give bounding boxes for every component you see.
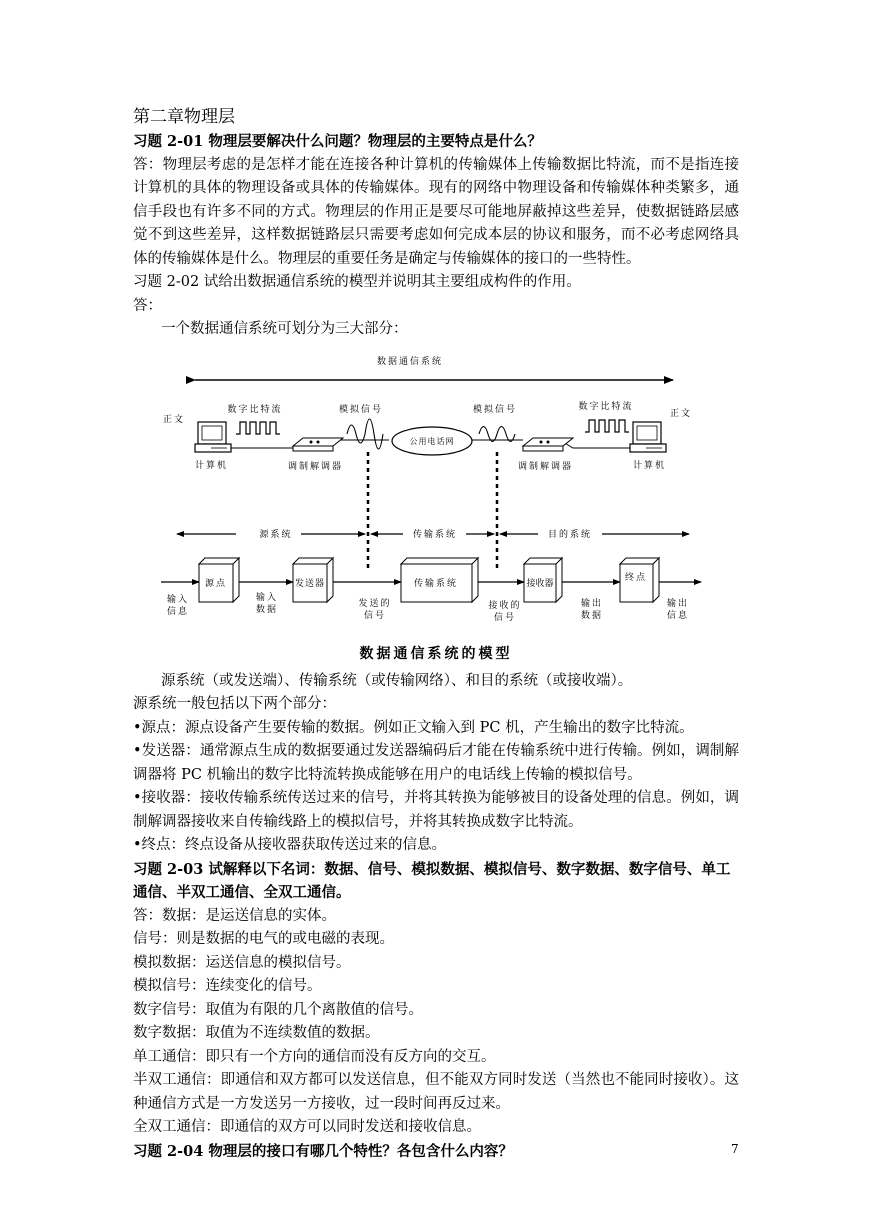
data-communication-model-figure bbox=[133, 342, 739, 640]
document-page bbox=[133, 104, 739, 1163]
q3-line-digital-data: 数字数据：取值为不连续数值的数据。 bbox=[133, 1025, 380, 1041]
computer-left-label: 计算机 bbox=[195, 460, 229, 471]
input-data-label-2: 数据 bbox=[255, 604, 279, 615]
q3-line-full-duplex: 全双工通信：即通信的双方可以同时发送和接收信息。 bbox=[133, 1119, 481, 1135]
figure-caption: 数据通信系统的模型 bbox=[359, 645, 513, 662]
bullet-source: •源点：源点设备产生要传输的数据。例如正文输入到 PC 机，产生输出的数字比特流。 bbox=[133, 719, 694, 736]
question-2-02-answer-label: 答： bbox=[133, 297, 162, 314]
analog-left-label: 模拟信号 bbox=[338, 404, 384, 415]
q3-line-half-duplex: 半双工通信：即通信和双方都可以发送信息，但不能双方同时发送（当然也不能同时接收）。这种通信方式是一方发送另一方接收，过一段时间再反过来。 bbox=[133, 1072, 739, 1112]
q3-line-signal: 信号：则是数据的电气的或电磁的表现。 bbox=[133, 931, 394, 947]
modem-left-icon bbox=[293, 438, 343, 451]
network-label: 公用电话网 bbox=[409, 436, 455, 446]
figure-svg bbox=[133, 342, 739, 640]
output-info-label-1: 输出 bbox=[666, 598, 690, 609]
chapter-title: 第二章物理层 bbox=[133, 107, 235, 127]
input-data-label-1: 输入 bbox=[255, 592, 279, 603]
q3-line-digital-signal: 数字信号：取值为有限的几个离散值的信号。 bbox=[133, 1001, 423, 1018]
modem-left-label: 调制解调器 bbox=[288, 461, 344, 472]
left-text-label: 正文 bbox=[163, 414, 186, 425]
page-number: 7 bbox=[731, 1142, 739, 1156]
box-destination-label: 终点 bbox=[624, 572, 648, 583]
q3-line-analog-signal: 模拟信号：连续变化的信号。 bbox=[133, 978, 322, 994]
recv-signal-label-2: 信号 bbox=[493, 612, 517, 623]
output-info-label-2: 信息 bbox=[666, 610, 690, 621]
computer-right-icon bbox=[630, 422, 666, 452]
modem-right-icon bbox=[523, 438, 573, 451]
question-2-01-title: 习题 2-01 物理层要解决什么问题？物理层的主要特点是什么？ bbox=[133, 133, 542, 150]
question-2-04-title: 习题 2-04 物理层的接口有哪几个特性？各包含什么内容？ bbox=[133, 1142, 513, 1160]
bullet-transmitter: •发送器：通常源点生成的数据要通过发送器编码后才能在传输系统中进行传输。例如，调制解调器将 PC 机输出的数字比特流转换成能够在用户的电话线上传输的模拟信号。 bbox=[133, 743, 739, 783]
output-data-label-2: 数据 bbox=[580, 610, 604, 621]
input-info-label-2: 信息 bbox=[166, 606, 190, 617]
q3-line-analog-data: 模拟数据：运送信息的模拟信号。 bbox=[133, 954, 351, 971]
cable-left bbox=[231, 442, 303, 448]
sent-signal-label-1: 发送的 bbox=[358, 598, 392, 609]
cable-right bbox=[563, 442, 630, 448]
digital-left-label: 数字比特流 bbox=[227, 404, 283, 415]
source-system-intro: 源系统一般包括以下两个部分： bbox=[133, 696, 336, 712]
square-wave-right-icon bbox=[585, 420, 629, 432]
right-text-label: 正文 bbox=[670, 408, 693, 419]
question-2-02-intro: 一个数据通信系统可划分为三大部分： bbox=[161, 321, 408, 337]
sent-signal-label-2: 信号 bbox=[363, 610, 387, 621]
question-2-02-title: 习题 2-02 试给出数据通信系统的模型并说明其主要组成构件的作用。 bbox=[133, 274, 581, 290]
box-transmission-label: 传输系统 bbox=[413, 578, 459, 589]
analog-wave-right-icon bbox=[479, 426, 515, 441]
system-summary: 源系统（或发送端）、传输系统（或传输网络）、和目的系统（或接收端）。 bbox=[161, 672, 633, 689]
modem-right-label: 调制解调器 bbox=[518, 461, 574, 472]
question-2-01-answer: 答：物理层考虑的是怎样才能在连接各种计算机的传输媒体上传输数据比特流，而不是指连接计算机的具体的物理设备或具体的传输媒体。现有的网络中物理设备和传输媒体种类繁多，通信手段也有许多不同的方式。物理层的作用正是要尽可能地屏蔽掉这些差异，使数据链路层感觉不到这些差异，这样数据链路层只需要考虑如何完成本层的协议和服务，而不必考虑网络具体的传输媒体是什么。物理层的重要任务是确定与传输媒体的接口的一些特性。 bbox=[133, 156, 739, 267]
computer-left-icon bbox=[195, 422, 231, 452]
box-receiver-label: 接收器 bbox=[526, 578, 554, 589]
bullet-destination: •终点：终点设备从接收器获取传送过来的信息。 bbox=[133, 837, 447, 853]
q3-line-simplex: 单工通信：即只有一个方向的通信而没有反方向的交互。 bbox=[133, 1048, 496, 1065]
analog-right-label: 模拟信号 bbox=[472, 404, 518, 415]
digital-right-label: 数字比特流 bbox=[578, 401, 634, 412]
input-info-label-1: 输入 bbox=[166, 594, 190, 605]
output-data-label-1: 输出 bbox=[580, 598, 604, 609]
computer-right-label: 计算机 bbox=[633, 460, 667, 471]
square-wave-left-icon bbox=[236, 422, 280, 434]
recv-signal-label-1: 接收的 bbox=[488, 600, 522, 611]
q3-line-data: 答：数据：是运送信息的实体。 bbox=[133, 907, 336, 924]
analog-wave-left-icon bbox=[347, 419, 383, 449]
question-2-03-title: 习题 2-03 试解释以下名词：数据、信号、模拟数据、模拟信号、数字数据、数字信号、单工通信、半双工通信、全双工通信。 bbox=[133, 860, 731, 901]
destination-system-label: 目的系统 bbox=[547, 529, 593, 540]
source-system-label: 源系统 bbox=[259, 529, 293, 540]
box-transmitter-label: 发送器 bbox=[294, 578, 326, 589]
box-source-label: 源点 bbox=[204, 578, 228, 589]
figure-top-label: 数据通信系统 bbox=[376, 356, 444, 367]
bullet-receiver: •接收器：接收传输系统传送过来的信号，并将其转换为能够被目的设备处理的信息。例如，调制解调器接收来自传输线路上的模拟信号，并将其转换成数字比特流。 bbox=[133, 790, 739, 830]
transmission-system-label: 传输系统 bbox=[412, 529, 458, 540]
